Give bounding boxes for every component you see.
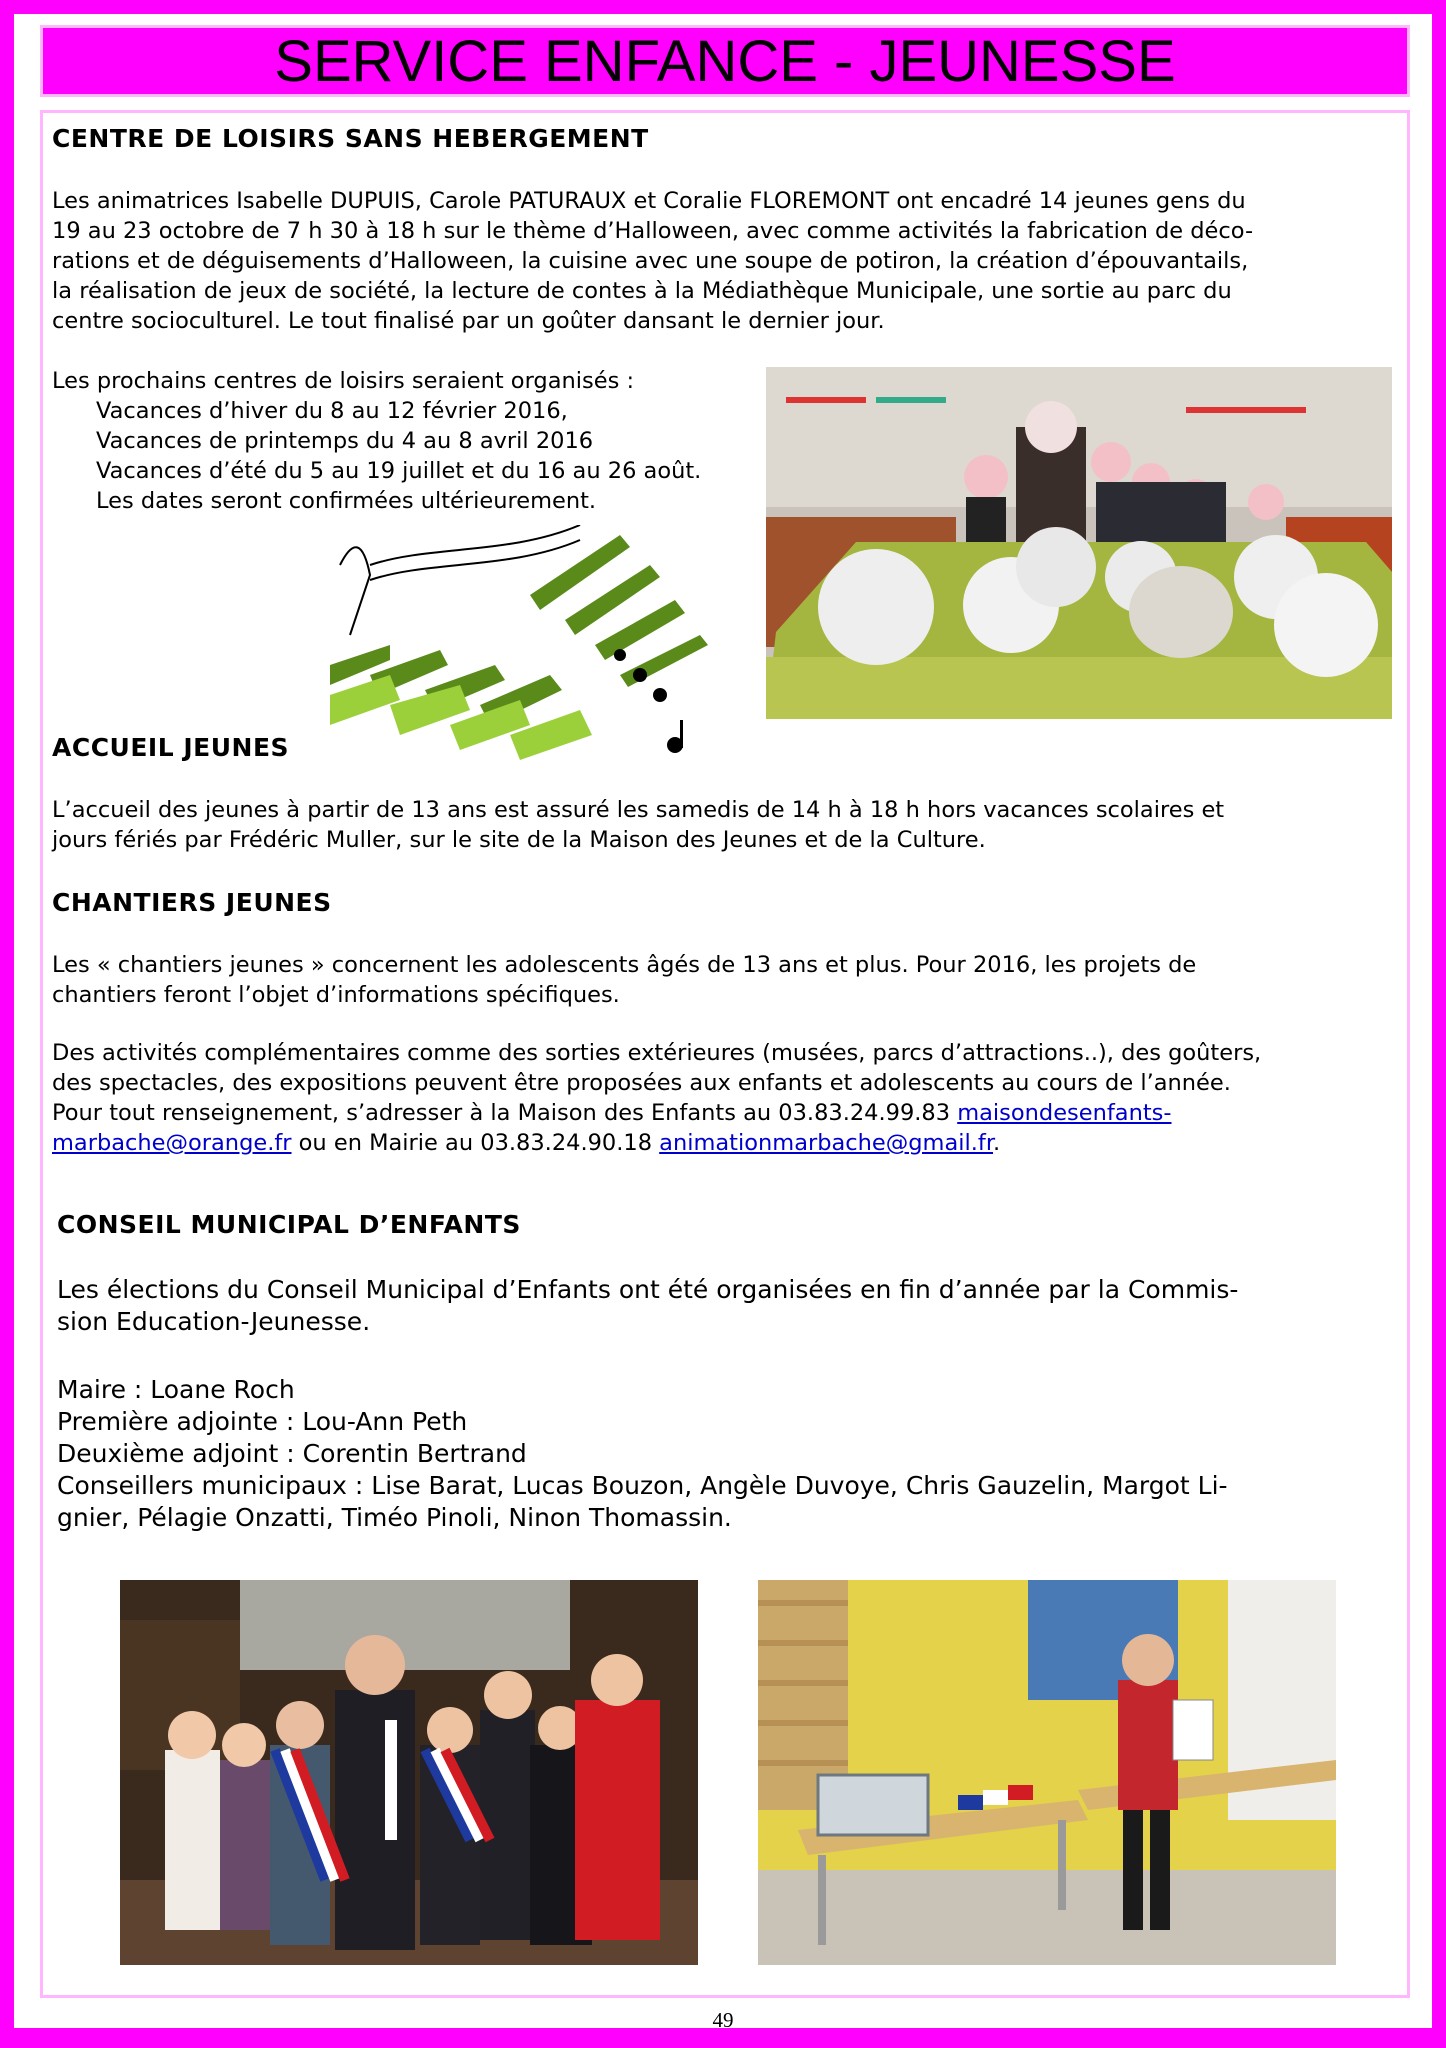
- piano-clipart-illustration: [330, 525, 720, 777]
- animation-email-link[interactable]: animationmarbache@gmail.fr: [659, 1130, 994, 1156]
- accueil-heading: ACCUEIL JEUNES: [52, 733, 290, 762]
- piano-clipart: [330, 525, 720, 777]
- chantiers-heading: CHANTIERS JEUNES: [52, 888, 332, 917]
- chantiers-line: Les « chantiers jeunes » concernent les adolescents âgés de 13 ans et plus. Pour 2016, les projets de: [52, 952, 1197, 978]
- cme-deuxieme-adjoint: Deuxième adjoint : Corentin Bertrand: [57, 1439, 527, 1468]
- contact-prefix: Pour tout renseignement, s’adresser à la Maison des Enfants au 03.83.24.99.83: [52, 1100, 958, 1126]
- clsh-dates-block: [52, 366, 772, 516]
- clsh-date-line: Vacances d’hiver du 8 au 12 février 2016,: [96, 398, 568, 424]
- cme-intro-line: sion Education-Jeunesse.: [57, 1307, 371, 1336]
- clsh-date-line: Vacances de printemps du 4 au 8 avril 2016: [96, 428, 594, 454]
- cme-conseillers-line: gnier, Pélagie Onzatti, Timéo Pinoli, Ninon Thomassin.: [57, 1503, 732, 1532]
- clsh-intro-line: centre socioculturel. Le tout finalisé par un goûter dansant le dernier jour.: [52, 308, 885, 334]
- cme-conseillers-line: Conseillers municipaux : Lise Barat, Lucas Bouzon, Angèle Duvoye, Chris Gauzelin, Margot Li-: [57, 1471, 1228, 1500]
- cme-intro: [57, 1274, 1402, 1338]
- chantiers-line: chantiers feront l’objet d’informations spécifiques.: [52, 982, 620, 1008]
- clsh-date-line: Les dates seront confirmées ultérieurement.: [96, 488, 597, 514]
- clsh-date-line: Vacances d’été du 5 au 19 juillet et du 16 au 26 août.: [96, 458, 702, 484]
- accueil-line: L’accueil des jeunes à partir de 13 ans est assuré les samedis de 14 h à 18 h hors vacances scolaires et: [52, 797, 1225, 823]
- clsh-intro-line: la réalisation de jeux de société, la lecture de contes à la Médiathèque Municipale, une sortie au parc du: [52, 278, 1232, 304]
- cme-voting-photo-illustration: [758, 1580, 1336, 1965]
- cme-voting-photo: [758, 1580, 1336, 1965]
- cme-group-photo-illustration: [120, 1580, 698, 1965]
- activities-line: des spectacles, des expositions peuvent être proposées aux enfants et adolescents au cours de l’année.: [52, 1070, 1231, 1096]
- contact-end: .: [993, 1130, 1001, 1156]
- activities-line: Des activités complémentaires comme des sorties extérieures (musées, parcs d’attractions..), des goûters,: [52, 1040, 1262, 1066]
- maisondesenfants-email-link[interactable]: maisondesenfants-: [957, 1100, 1172, 1126]
- page-number: 49: [712, 2008, 734, 2032]
- contact-mid: ou en Mairie au 03.83.24.90.18: [291, 1130, 660, 1156]
- page-title: SERVICE ENFANCE - JEUNESSE: [40, 25, 1410, 97]
- cme-premiere-adjointe: Première adjointe : Lou-Ann Peth: [57, 1407, 468, 1436]
- halloween-photo: [766, 367, 1392, 719]
- maisondesenfants-email-link-cont[interactable]: marbache@orange.fr: [52, 1130, 292, 1156]
- cme-group-photo: [120, 1580, 698, 1965]
- cme-heading: CONSEIL MUNICIPAL D’ENFANTS: [57, 1210, 521, 1239]
- accueil-paragraph: [52, 795, 1397, 855]
- activities-paragraph: [52, 1038, 1397, 1158]
- chantiers-paragraph: [52, 950, 1397, 1010]
- clsh-intro-line: 19 au 23 octobre de 7 h 30 à 18 h sur le thème d’Halloween, avec comme activités la fabrication de déco-: [52, 218, 1254, 244]
- cme-intro-line: Les élections du Conseil Municipal d’Enfants ont été organisées en fin d’année par la Commis-: [57, 1275, 1239, 1304]
- clsh-intro-line: Les animatrices Isabelle DUPUIS, Carole PATURAUX et Coralie FLOREMONT ont encadré 14 jeunes gens du: [52, 188, 1246, 214]
- contact-line: [52, 1098, 1397, 1128]
- accueil-line: jours fériés par Frédéric Muller, sur le site de la Maison des Jeunes et de la Culture.: [52, 827, 986, 853]
- cme-members: [57, 1374, 1402, 1534]
- clsh-next-intro: Les prochains centres de loisirs seraient organisés :: [52, 368, 635, 394]
- halloween-photo-illustration: [766, 367, 1392, 719]
- clsh-intro-line: rations et de déguisements d’Halloween, la cuisine avec une soupe de potiron, la création d’épouvantails,: [52, 248, 1249, 274]
- contact-line: [52, 1128, 1397, 1158]
- clsh-intro-paragraph: [52, 186, 1397, 336]
- cme-maire: Maire : Loane Roch: [57, 1375, 295, 1404]
- clsh-heading: CENTRE DE LOISIRS SANS HEBERGEMENT: [52, 124, 649, 153]
